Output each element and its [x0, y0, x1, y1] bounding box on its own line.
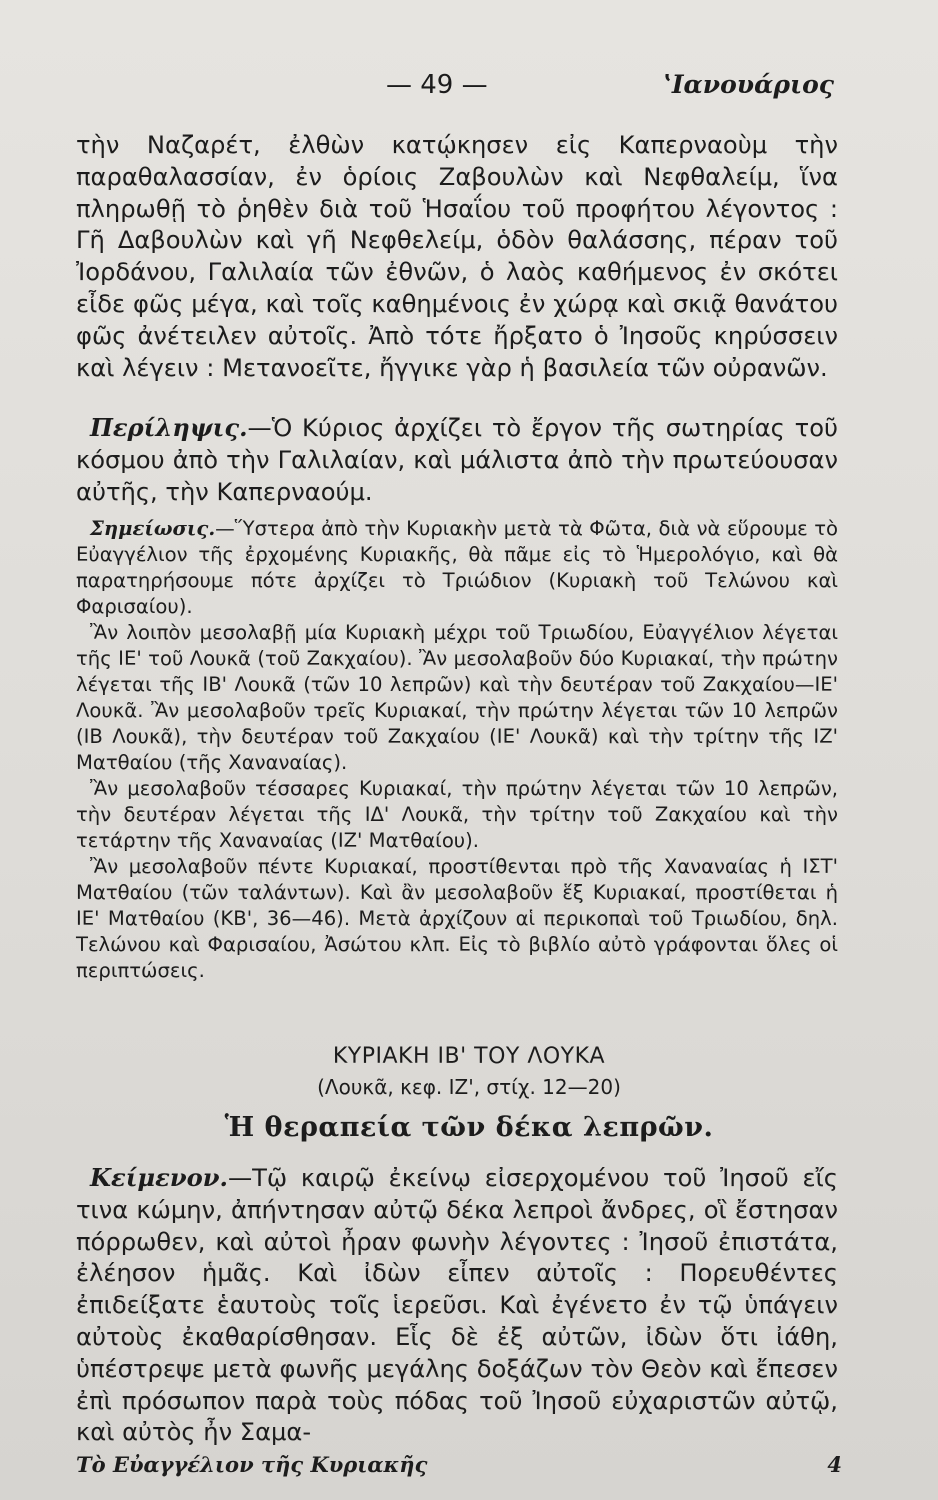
running-head: ʽΙανουάριος	[663, 70, 834, 99]
note-text: —Ὕστερα ἀπὸ τὴν Κυριακὴν μετὰ τὰ Φῶτα, διὰ νὰ εὕρουμε τὸ Εὐαγγέλιον τῆς ἐρχομένης Κυριακῆς, θὰ πᾶμε εἰς τὸ Ἡμερολόγιο, καὶ θὰ παρατηρήσουμε πότε ἀρχίζει τὸ Τριώδιον (Κυριακὴ τοῦ Τελώνου καὶ Φαρισαίου).	[76, 517, 838, 618]
note-paragraph: Ἂν μεσολαβοῦν τέσσαρες Κυριακαί, τὴν πρώτην λέγεται τῶν 10 λεπρῶν, τὴν δευτέραν λέγεται τῆς ΙΔ' Λουκᾶ, τὴν τρίτην τοῦ Ζακχαίου καὶ τὴν τετάρτην τῆς Χαναναίας (ΙΖ' Ματθαίου).	[76, 777, 838, 852]
page-header	[0, 70, 938, 104]
page-number: — 49 —	[386, 70, 488, 100]
footer-title: Τὸ Εὐαγγέλιον τῆς Κυριακῆς	[76, 1452, 428, 1477]
note-paragraph: Ἂν μεσολαβοῦν πέντε Κυριακαί, προστίθενται πρὸ τῆς Χαναναίας ἡ ΙΣΤ' Ματθαίου (τῶν ταλάντων). Καὶ ἂν μεσολαβοῦν ἕξ Κυριακαί, προστίθεται ἡ ΙΕ' Ματθαίου (ΚΒ', 36—46). Μετὰ ἀρχίζουν αἱ περικοπαὶ τοῦ Τριωδίου, δηλ. Τελώνου καὶ Φαρισαίου, Ἀσώτου κλπ. Εἰς τὸ βιβλίο αὐτὸ γράφονται ὅλες οἱ περιπτώσεις.	[76, 855, 838, 982]
note-paragraph	[76, 516, 838, 620]
summary-paragraph	[76, 412, 838, 508]
summary-label: Περίληψις.	[90, 413, 248, 442]
text-paragraph	[76, 1162, 838, 1449]
signature-mark: 4	[827, 1452, 842, 1477]
summary-text: —Ὁ Κύριος ἀρχίζει τὸ ἔργον τῆς σωτηρίας τοῦ κόσμου ἀπὸ τὴν Γαλιλαίαν, καὶ μάλιστα ἀπὸ τὴν πρωτεύουσαν αὐτῆς, τὴν Καπερναούμ.	[76, 414, 838, 506]
note-paragraph: Ἂν λοιπὸν μεσολαβῇ μία Κυριακὴ μέχρι τοῦ Τριωδίου, Εὐαγγέλιον λέγεται τῆς ΙΕ' τοῦ Λουκᾶ (τοῦ Ζακχαίου). Ἂν μεσολαβοῦν δύο Κυριακαί, τὴν πρώτην λέγεται τῆς ΙΒ' Λουκᾶ (τῶν 10 λεπρῶν) καὶ τὴν δευτέραν τοῦ Ζακχαίου—ΙΕ' Λουκᾶ. Ἂν μεσολαβοῦν τρεῖς Κυριακαί, τὴν πρώτην λέγεται τῶν 10 λεπρῶν (ΙΒ Λουκᾶ), τὴν δευτέραν τοῦ Ζακχαίου (ΙΕ' Λουκᾶ) καὶ τὴν τρίτην τῆς ΙΖ' Ματθαίου (τῆς Χαναναίας).	[76, 621, 838, 774]
gospel-text: —Τῷ καιρῷ ἐκείνῳ εἰσερχομένου τοῦ Ἰησοῦ εἴς τινα κώμην, ἀπήντησαν αὐτῷ δέκα λεπροὶ ἄνδρες, οἳ ἔστησαν πόρρωθεν, καὶ αὐτοὶ ἦραν φωνὴν λέγοντες : Ἰησοῦ ἐπιστάτα, ἐλέησον ἡμᾶς. Καὶ ἰδὼν εἶπεν αὐτοῖς : Πορευθέντες ἐπιδείξατε ἑαυτοὺς τοῖς ἱερεῦσι. Καὶ ἐγένετο ἐν τῷ ὑπάγειν αὐτοὺς ἐκαθαρίσθησαν. Εἷς δὲ ἐξ αὐτῶν, ἰδὼν ὅτι ἰάθη, ὑπέστρεψε μετὰ φωνῆς μεγάλης δοξάζων τὸν Θεὸν καὶ ἔπεσεν ἐπὶ πρόσωπον παρὰ τοὺς πόδας τοῦ Ἰησοῦ εὐχαριστῶν αὐτῷ, καὶ αὐτὸς ἦν Σαμα-	[76, 1164, 838, 1447]
page-footer	[0, 1452, 938, 1482]
note-section	[76, 516, 838, 984]
section-title: Ἡ θεραπεία τῶν δέκα λεπρῶν.	[224, 1112, 714, 1143]
gospel-text-continuation: τὴν Ναζαρέτ, ἐλθὼν κατῴκησεν εἰς Καπερναοὺμ τὴν παραθαλασσίαν, ἐν ὁρίοις Ζαβουλὼν καὶ Νεφθαλείμ, ἵνα πληρωθῇ τὸ ῥηθὲν διὰ τοῦ Ἡσαΐου τοῦ προφήτου λέγοντος : Γῆ Δαβουλὼν καὶ γῆ Νεφθελείμ, ὁδὸν θαλάσσης, πέραν τοῦ Ἰορδάνου, Γαλιλαία τῶν ἐθνῶν, ὁ λαὸς καθήμενος ἐν σκότει εἶδε φῶς μέγα, καὶ τοῖς καθημένοις ἐν χώρᾳ καὶ σκιᾷ θανάτου φῶς ἀνέτειλεν αὐτοῖς. Ἀπὸ τότε ἤρξατο ὁ Ἰησοῦς κηρύσσειν καὶ λέγειν : Μετανοεῖτε, ἤγγικε γὰρ ἡ βασιλεία τῶν οὐρανῶν.	[76, 131, 838, 382]
scripture-reference: (Λουκᾶ, κεφ. ΙΖ', στίχ. 12—20)	[317, 1075, 621, 1099]
sunday-heading: ΚΥΡΙΑΚΗ ΙΒ' ΤΟΥ ΛΟΥΚΑ	[332, 1044, 606, 1069]
note-label: Σημείωσις.	[90, 517, 216, 540]
text-label: Κείμενον.	[90, 1163, 228, 1192]
